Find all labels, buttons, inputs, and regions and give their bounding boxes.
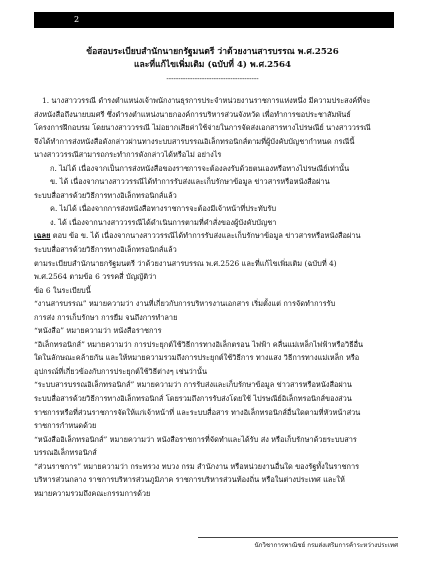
page-number: 2: [74, 15, 80, 24]
regulation-ref: พ.ศ.2564 ตามข้อ 6 วรรคสี่ บัญญัติว่า: [34, 272, 157, 282]
definition-line: การส่ง การเก็บรักษา การยืม จนถึงการทำลาย: [34, 312, 178, 322]
definition-line: หมายความรวมถึงคณะกรรมการด้วย: [34, 488, 151, 498]
document-subtitle: และที่แก้ไขเพิ่มเติม (ฉบับที่ 4) พ.ศ.2564: [133, 60, 291, 70]
choice-a: ก. ไม่ได้ เนื่องจากเป็นการส่งหนังสือของราชการจะต้องลงรับด้วยตนเองหรือทางไปรษณีย์เท่านั้น: [50, 163, 350, 173]
definition-line: “อิเล็กทรอนิกส์” หมายความว่า การประยุกต์ใช้วิธีการทางอิเล็กตรอน ไฟฟ้า คลื่นแม่เหล็กไฟฟ้าหรือวิธีอื่น: [34, 339, 364, 349]
definition-line: “หนังสือ” หมายความว่า หนังสือราชการ: [34, 326, 162, 336]
definition-line: บริหารส่วนกลาง ราชการบริหารส่วนภูมิภาค ราชการบริหารส่วนท้องถิ่น หรือในต่างประเทศ และให้: [34, 475, 345, 485]
footer-divider: [198, 537, 398, 538]
question-body: [34, 94, 396, 500]
choice-b-cont: ระบบสื่อสารด้วยวิธีการทางอิเล็กทรอนิกส์แล้ว: [34, 190, 177, 200]
definition-line: “หนังสืออิเล็กทรอนิกส์” หมายความว่า หนังสือราชการที่จัดทำและได้รับ ส่ง หรือเก็บรักษาด้วยระบบสาร: [34, 434, 357, 444]
choice-b: ข. ได้ เนื่องจากนางสาววรรณีได้ทำการรับส่งและเก็บรักษาข้อมูล ข่าวสารหรือหนังสือผ่าน: [50, 177, 330, 187]
regulation-ref: ตามระเบียบสำนักนายกรัฐมนตรี ว่าด้วยงานสารบรรณ พ.ศ.2526 และที่แก้ไขเพิ่มเติม (ฉบับที่ 4): [34, 258, 337, 268]
answer-text: ตอบ ข้อ ข. ได้ เนื่องจากนางสาววรรณีได้ทำการรับส่งและเก็บรักษาข้อมูล ข่าวสารหรือหนังสือผ่าน: [52, 231, 361, 241]
definition-line: “ระบบสารบรรณอิเล็กทรอนิกส์” หมายความว่า การรับส่งและเก็บรักษาข้อมูล ข่าวสารหรือหนังสือผ่าน: [34, 380, 352, 390]
answer-line: [34, 229, 396, 243]
definition-line: ราชการกำหนดด้วย: [34, 421, 97, 431]
definition-line: ใดในลักษณะคล้ายกัน และให้หมายความรวมถึงการประยุกต์ใช้วิธีการ ทางแสง วิธีการทางแม่เหล็ก หรือ: [34, 353, 360, 363]
question-line: จึงได้ทำการส่งหนังสือดังกล่าวผ่านทางระบบสารบรรณอิเล็กทรอนิกส์ตามที่ผู้บังคับบัญชากำหนด กรณีนี้: [34, 136, 355, 146]
page-number-badge: [34, 12, 394, 28]
definition-line: “ส่วนราชการ” หมายความว่า กระทรวง ทบวง กรม สำนักงาน หรือหน่วยงานอื่นใด ของรัฐทั้งในราชการ: [34, 461, 360, 471]
answer-label: เฉลย: [34, 231, 51, 241]
page-footer: นักวิชาการพาณิชย์ กรมส่งเสริมการค้าระหว่างประเทศ: [254, 542, 398, 549]
definition-line: ระบบสื่อสารด้วยวิธีการทางอิเล็กทรอนิกส์ โดยรวมถึงการรับส่งโดยใช้ ไปรษณีย์อิเล็กทรอนิกส์ของส่วน: [34, 394, 352, 404]
choice-c: ค. ไม่ได้ เนื่องจากการส่งหนังสือทางราชการจะต้องมีเจ้าหน้าที่ประทับรับ: [50, 204, 277, 214]
title-divider: ---------------------------------------: [166, 75, 259, 83]
clause-heading: ข้อ 6 ในระเบียบนี้: [34, 285, 91, 295]
definition-line: บรรณอิเล็กทรอนิกส์: [34, 448, 97, 458]
definition-line: “งานสารบรรณ” หมายความว่า งานที่เกี่ยวกับการบริหารงานเอกสาร เริ่มตั้งแต่ การจัดทำการรับ: [34, 299, 336, 309]
definition-line: อุปกรณ์ที่เกี่ยวข้องกับการประยุกต์ใช้วิธีต่างๆ เช่นว่านั้น: [34, 366, 208, 376]
question-line: ส่งหนังสือถึงนายบมศรี ซึ่งดำรงตำแหน่งนายกองค์การบริหารส่วนจังหวัด เพื่อทำการขอประชาสัมพันธ์: [34, 109, 351, 119]
document-title: ข้อสอบระเบียบสำนักนายกรัฐมนตรี ว่าด้วยงานสารบรรณ พ.ศ.2526: [86, 47, 339, 57]
question-line: โครงการฝึกอบรม โดยนางสาววรรณี ไม่อยากเสียค่าใช้จ่ายในการจัดส่งเอกสารทางไปรษณีย์ นางสาววรรณี: [34, 123, 371, 133]
question-line: 1. นางสาววรรณี ดำรงตำแหน่งเจ้าพนักงานธุรการประจำหน่วยงานราชการแห่งหนึ่ง มีความประสงค์ที่จะ: [42, 96, 371, 105]
choice-d: ง. ได้ เนื่องจากนางสาววรรณีได้ดำเนินการตามที่คำสั่งของผู้บังคับบัญชา: [50, 217, 277, 227]
definition-line: ราชการหรือที่ส่วนราชการจัดให้แก่เจ้าหน้าที่ และระบบสื่อสาร ทางอิเล็กทรอนิกส์อื่นใดตามที่หัวหน้าส่วน: [34, 407, 361, 417]
answer-line-cont: ระบบสื่อสารด้วยวิธีการทางอิเล็กทรอนิกส์แล้ว: [34, 245, 177, 255]
question-line: นางสาววรรณีสามารถกระทำการดังกล่าวได้หรือไม่ อย่างไร: [34, 150, 222, 160]
